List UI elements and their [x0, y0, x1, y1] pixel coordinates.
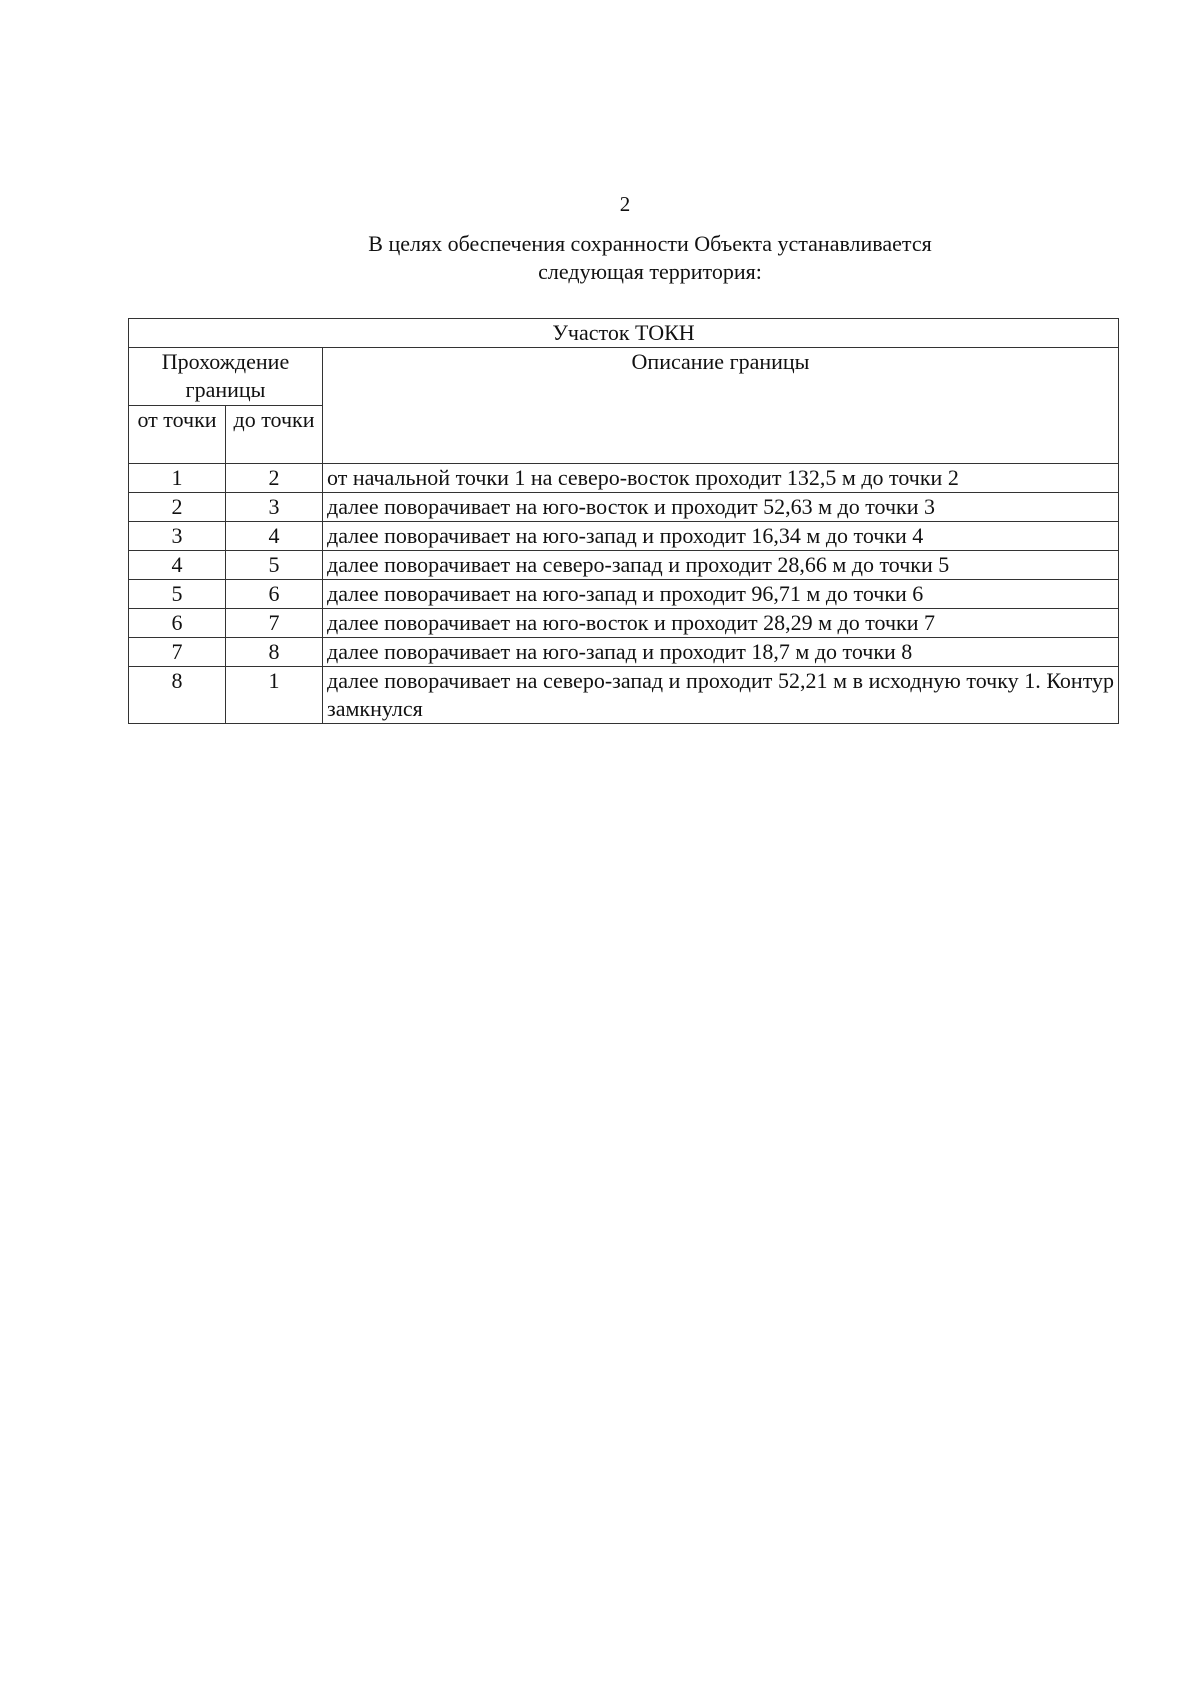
from-point: 3	[129, 522, 226, 551]
to-point: 1	[226, 667, 323, 724]
from-point: 5	[129, 580, 226, 609]
to-point-header: до точки	[226, 406, 323, 464]
to-point: 2	[226, 464, 323, 493]
segment-description: далее поворачивает на юго-запад и проходит 16,34 м до точки 4	[323, 522, 1119, 551]
segment-description: от начальной точки 1 на северо-восток проходит 132,5 м до точки 2	[323, 464, 1119, 493]
from-point-header: от точки	[129, 406, 226, 464]
table-row	[129, 522, 1119, 551]
intro-line-2: следующая территория:	[538, 259, 762, 284]
to-point: 3	[226, 493, 323, 522]
segment-description: далее поворачивает на северо-запад и проходит 52,21 м в исходную точку 1. Контур замкнулся	[323, 667, 1119, 724]
table-row	[129, 464, 1119, 493]
intro-line-1: В целях обеспечения сохранности Объекта устанавливается	[368, 231, 932, 256]
passage-header: Прохождение границы	[129, 348, 323, 406]
page-number: 2	[619, 192, 631, 216]
to-point: 7	[226, 609, 323, 638]
from-point: 4	[129, 551, 226, 580]
table-header-row	[129, 348, 1119, 406]
segment-description: далее поворачивает на юго-восток и проходит 52,63 м до точки 3	[323, 493, 1119, 522]
to-point: 4	[226, 522, 323, 551]
segment-description: далее поворачивает на юго-восток и проходит 28,29 м до точки 7	[323, 609, 1119, 638]
table-row	[129, 551, 1119, 580]
from-point: 1	[129, 464, 226, 493]
from-point: 6	[129, 609, 226, 638]
to-point: 5	[226, 551, 323, 580]
from-point: 8	[129, 667, 226, 724]
to-point: 8	[226, 638, 323, 667]
table-title: Участок ТОКН	[129, 319, 1119, 348]
table-row	[129, 609, 1119, 638]
from-point: 7	[129, 638, 226, 667]
to-point: 6	[226, 580, 323, 609]
table-row	[129, 667, 1119, 724]
boundary-table	[128, 318, 1119, 724]
table-row	[129, 493, 1119, 522]
description-header: Описание границы	[323, 348, 1119, 464]
segment-description: далее поворачивает на северо-запад и проходит 28,66 м до точки 5	[323, 551, 1119, 580]
segment-description: далее поворачивает на юго-запад и проходит 18,7 м до точки 8	[323, 638, 1119, 667]
table-row	[129, 638, 1119, 667]
intro-text	[280, 230, 1020, 286]
table-title-row	[129, 319, 1119, 348]
segment-description: далее поворачивает на юго-запад и проходит 96,71 м до точки 6	[323, 580, 1119, 609]
from-point: 2	[129, 493, 226, 522]
table-row	[129, 580, 1119, 609]
